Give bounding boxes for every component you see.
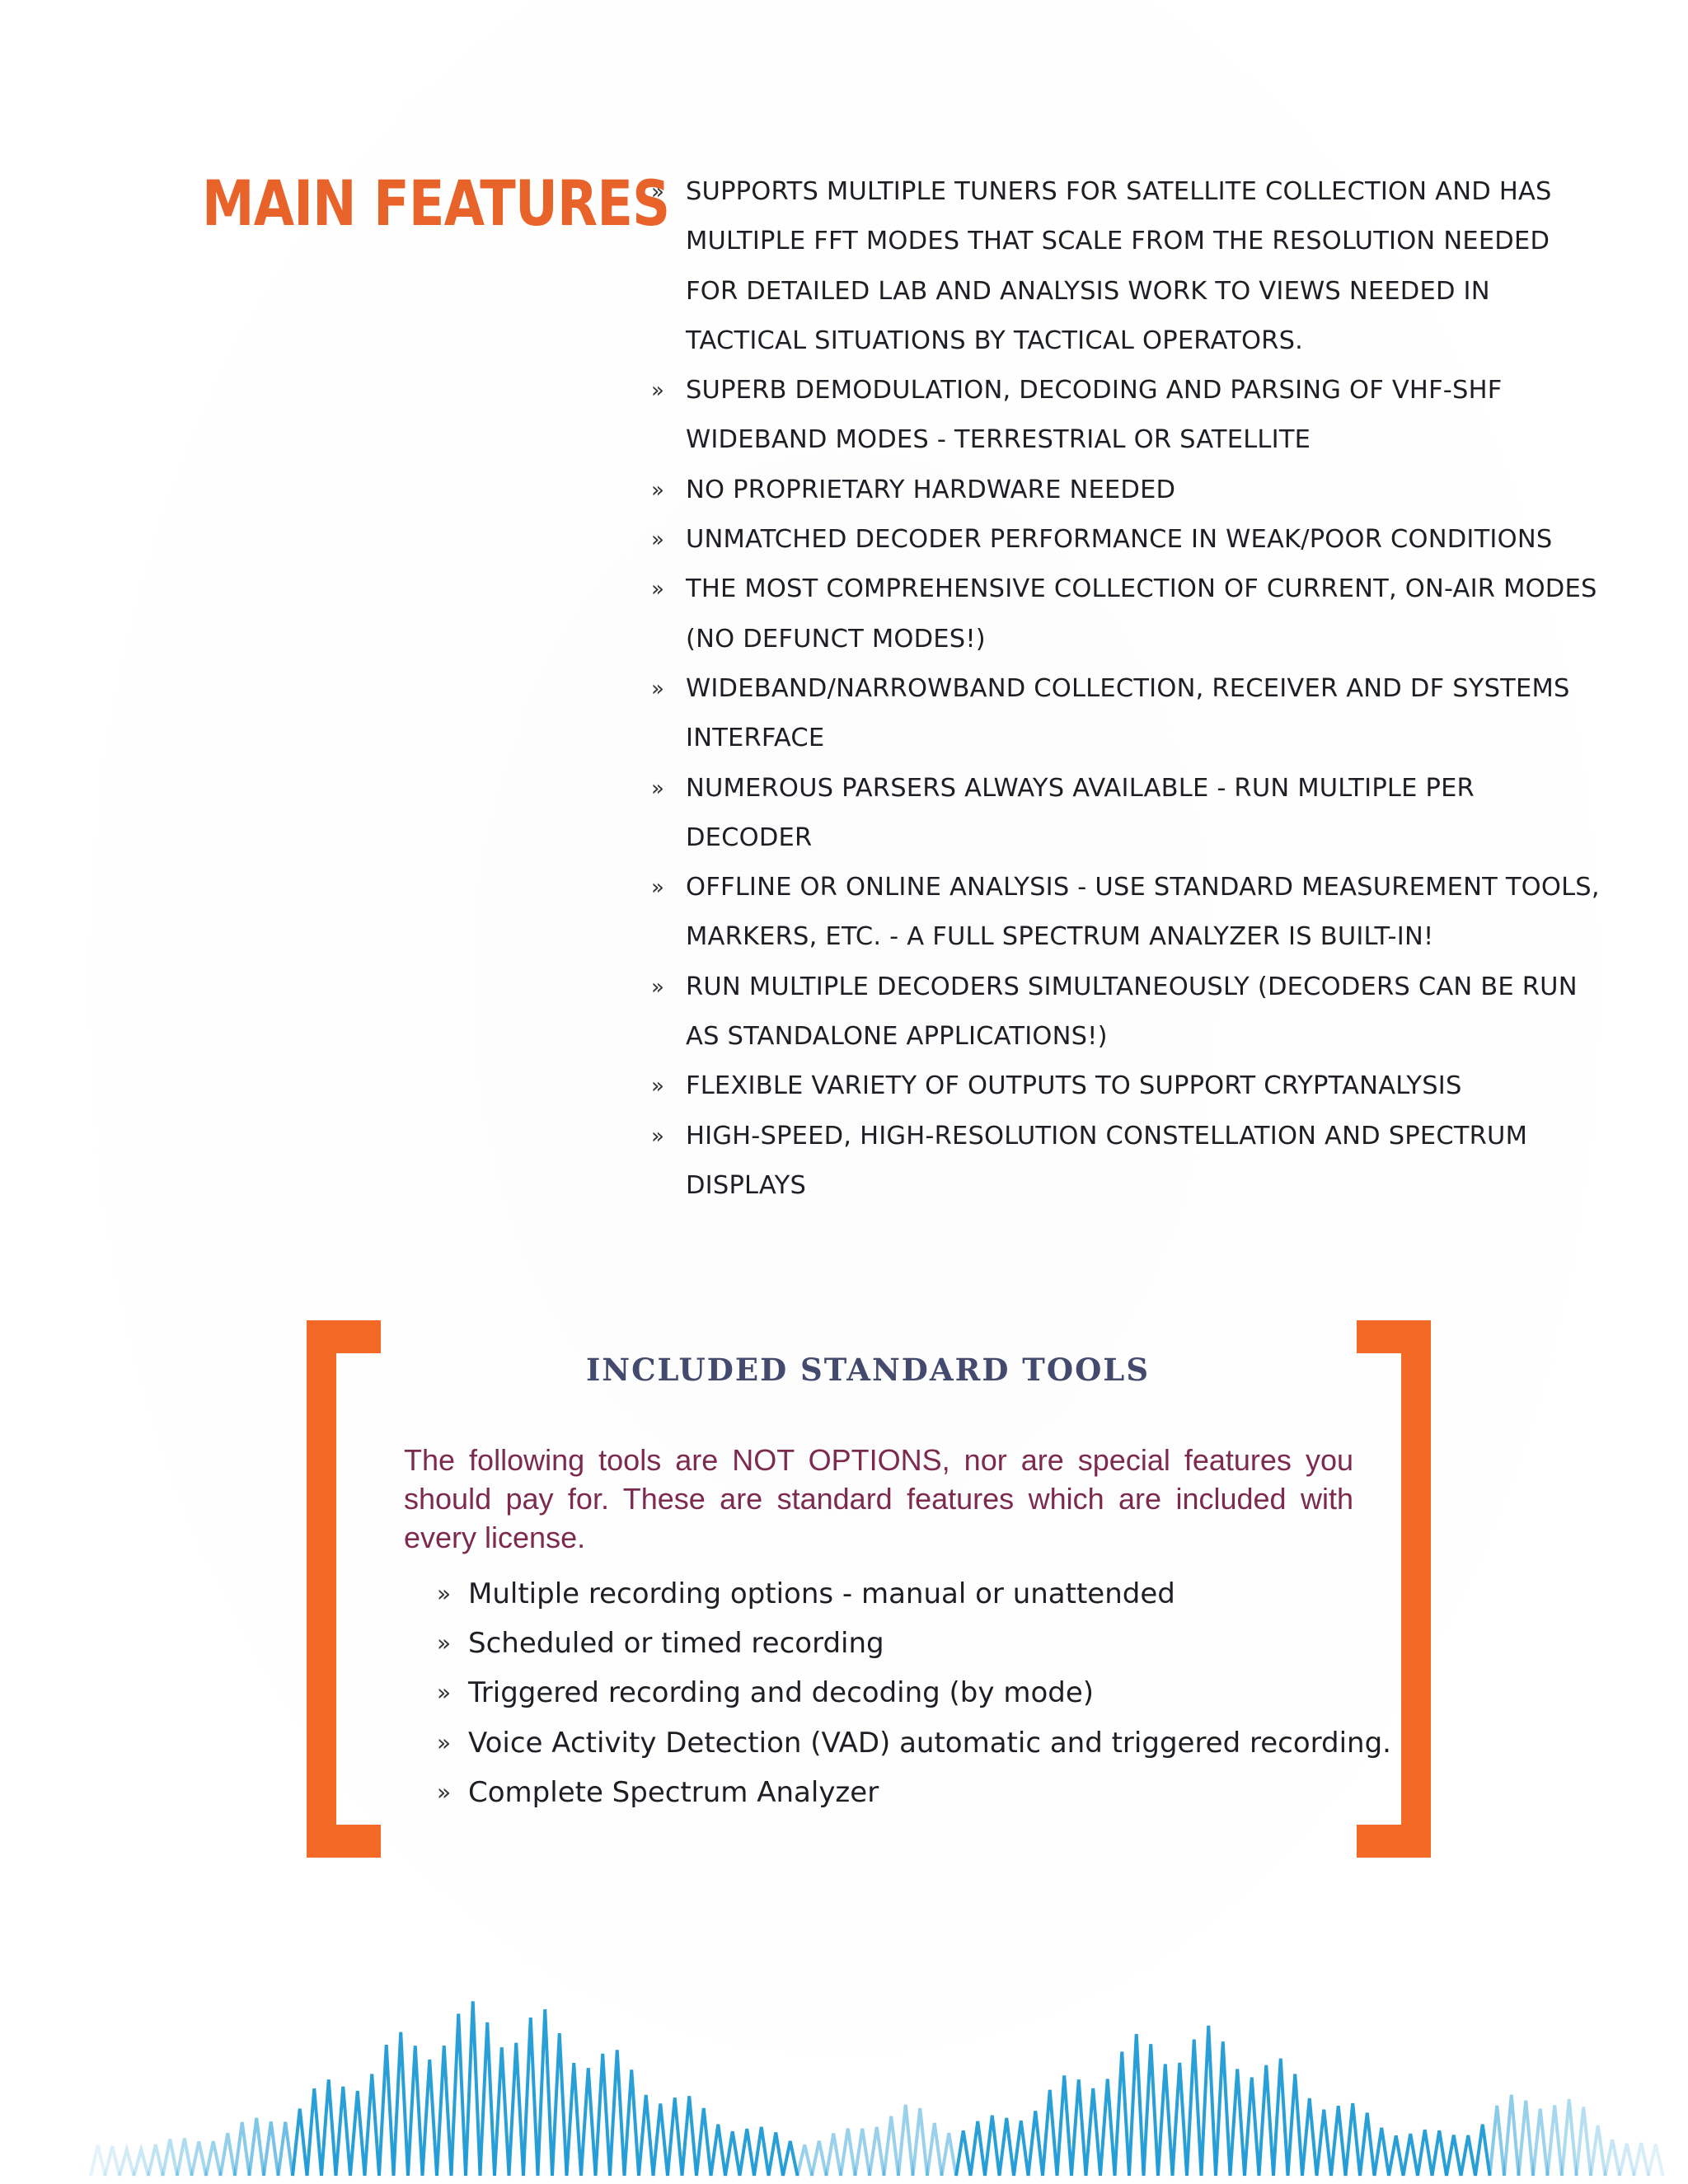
waveform-spike (509, 2043, 524, 2176)
waveform-spike (1216, 2041, 1231, 2176)
waveform-spike (394, 2032, 409, 2176)
waveform-spike (841, 2129, 856, 2176)
waveform-spike (1648, 2144, 1663, 2176)
feature-item: » HIGH-SPEED, HIGH-RESOLUTION CONSTELLATION AND SPECTRUM DISPLAYS (651, 1112, 1607, 1212)
waveform-spike (884, 2116, 899, 2176)
waveform-spike (495, 2047, 509, 2176)
standard-tools-list (437, 1569, 1391, 1817)
feature-item: » FLEXIBLE VARIETY OF OUTPUTS TO SUPPORT CRYPTANALYSIS (651, 1062, 1607, 1111)
waveform-spike (423, 2060, 438, 2176)
feature-item: » SUPERB DEMODULATION, DECODING AND PARSING OF VHF-SHF WIDEBAND MODES - TERRESTRIAL OR SATELLITE (651, 366, 1607, 466)
waveform-spike (870, 2127, 884, 2176)
feature-item: » RUN MULTIPLE DECODERS SIMULTANEOUSLY (DECODERS CAN BE RUN AS STANDALONE APPLICATIONS!) (651, 963, 1607, 1062)
waveform-spike (163, 2139, 178, 2176)
waveform-spike (1259, 2065, 1274, 2176)
waveform-spike (1302, 2098, 1317, 2176)
waveform-spike (856, 2129, 870, 2176)
waveform-spike (279, 2122, 293, 2176)
waveform-spike (523, 2018, 538, 2176)
waveform-spike (1245, 2078, 1259, 2176)
waveform-decoration (0, 1879, 1688, 2184)
waveform-spike (581, 2068, 596, 2176)
waveform-spike (336, 2087, 351, 2176)
waveform-spike (1100, 2079, 1115, 2176)
waveform-spike (1173, 2063, 1188, 2176)
waveform-spike (538, 2009, 553, 2176)
waveform-spike (725, 2131, 740, 2176)
waveform-spike (740, 2129, 755, 2176)
waveform-spike (1187, 2040, 1202, 2176)
waveform-spike (1086, 2088, 1101, 2176)
waveform-spike (1317, 2110, 1332, 2176)
waveform-spike (783, 2141, 798, 2176)
waveform-spike (1288, 2074, 1303, 2176)
waveform-spike (898, 2105, 913, 2176)
waveform-spike (1231, 2069, 1245, 2176)
waveform-spike (971, 2121, 986, 2176)
left-bracket-decoration (307, 1320, 381, 1858)
waveform-spike (1519, 2101, 1534, 2176)
waveform-spike (1418, 2130, 1432, 2176)
waveform-spike (1606, 2139, 1620, 2176)
waveform-spike (192, 2141, 207, 2176)
waveform-spike (812, 2141, 827, 2176)
waveform-spike (942, 2133, 957, 2176)
waveform-spike (927, 2123, 942, 2176)
waveform-spike (956, 2130, 971, 2176)
feature-item: » THE MOST COMPREHENSIVE COLLECTION OF CURRENT, ON-AIR MODES (NO DEFUNCT MODES!) (651, 565, 1607, 664)
waveform-spike (1475, 2125, 1490, 2176)
waveform-spike (1000, 2118, 1015, 2176)
waveform-spike (481, 2022, 495, 2176)
waveform-spike (1447, 2135, 1461, 2176)
waveform-spike (1404, 2134, 1418, 2176)
waveform-spike (1562, 2099, 1577, 2176)
waveform-spike (1331, 2106, 1346, 2176)
tool-item: » Scheduled or timed recording (437, 1619, 1368, 1668)
tool-item: » Triggered recording and decoding (by mode) (437, 1668, 1368, 1718)
waveform-spike (654, 2103, 668, 2176)
waveform-spike (466, 2001, 481, 2176)
waveform-spike (985, 2116, 1000, 2176)
waveform-spike (596, 2054, 611, 2176)
waveform-spike (235, 2122, 250, 2176)
waveform-spike (350, 2091, 365, 2176)
waveform-spike (798, 2144, 813, 2176)
standard-tools-intro: The following tools are NOT OPTIONS, nor are special features you should pay for. These are standard features which are included with every license. (404, 1443, 1353, 1554)
waveform-spike (1346, 2103, 1361, 2176)
feature-item: » NO PROPRIETARY HARDWARE NEEDED (651, 466, 1607, 515)
waveform-spike (91, 2145, 106, 2176)
waveform-spike (711, 2125, 726, 2176)
waveform-spike (1057, 2075, 1072, 2176)
waveform-spike (1115, 2051, 1130, 2176)
feature-item: » WIDEBAND/NARROWBAND COLLECTION, RECEIVER AND DF SYSTEMS INTERFACE (651, 664, 1607, 764)
waveform-spike (1202, 2026, 1217, 2176)
waveform-spike (610, 2050, 625, 2176)
waveform-spike (1129, 2034, 1144, 2176)
waveform-spike (625, 2069, 640, 2176)
waveform-spike (1490, 2106, 1505, 2176)
feature-item: » SUPPORTS MULTIPLE TUNERS FOR SATELLITE COLLECTION AND HAS MULTIPLE FFT MODES THAT SCALE FROM THE RESOLUTION NEEDED FOR DETAILED LAB AND ANALYSIS WORK TO VIEWS NEEDED IN TACTICAL SITUATIONS BY TACTICAL OPERATORS. (651, 167, 1607, 366)
waveform-spike (177, 2139, 192, 2176)
waveform-spike (221, 2133, 236, 2176)
waveform-spike (452, 2013, 467, 2176)
waveform-spike (307, 2088, 322, 2176)
waveform-spike (365, 2074, 380, 2176)
waveform-spike (1360, 2113, 1375, 2176)
waveform-spike (567, 2063, 582, 2176)
waveform-spike (913, 2108, 928, 2176)
waveform-spike (1432, 2130, 1447, 2176)
waveform-spike (754, 2127, 769, 2176)
waveform-spike (250, 2118, 265, 2176)
waveform-spike (106, 2146, 120, 2176)
waveform-spike (1029, 2111, 1043, 2176)
waveform-spike (769, 2132, 784, 2176)
waveform-spike (1014, 2121, 1029, 2176)
feature-item: » OFFLINE OR ONLINE ANALYSIS - USE STANDARD MEASUREMENT TOOLS, MARKERS, ETC. - A FULL SPECTRUM ANALYZER IS BUILT-IN! (651, 863, 1607, 963)
main-features-list (651, 167, 1607, 1211)
waveform-spike (1273, 2059, 1288, 2176)
main-features-title: MAIN FEATURES (202, 166, 670, 240)
tool-item: » Multiple recording options - manual or unattended (437, 1569, 1368, 1619)
waveform-spike (682, 2096, 697, 2176)
waveform-spike (1389, 2135, 1404, 2176)
waveform-spike (293, 2109, 307, 2176)
waveform-spike (120, 2149, 134, 2176)
waveform-spike (1461, 2135, 1476, 2176)
waveform-spike (321, 2079, 336, 2176)
waveform-spike (148, 2144, 163, 2176)
waveform-spike (1504, 2095, 1519, 2176)
tool-item: » Voice Activity Detection (VAD) automatic and triggered recording. (437, 1718, 1368, 1768)
waveform-spike (639, 2095, 654, 2176)
waveform-spike (437, 2046, 452, 2176)
waveform-spike (1634, 2143, 1649, 2176)
waveform-spike (552, 2033, 567, 2176)
waveform-spike (1591, 2125, 1606, 2176)
waveform-spike (379, 2045, 394, 2176)
tool-item: » Complete Spectrum Analyzer (437, 1768, 1368, 1817)
waveform-spike (408, 2046, 423, 2176)
feature-item: » UNMATCHED DECODER PERFORMANCE IN WEAK/POOR CONDITIONS (651, 515, 1607, 565)
waveform-spike (1375, 2128, 1390, 2176)
feature-item: » NUMEROUS PARSERS ALWAYS AVAILABLE - RUN MULTIPLE PER DECODER (651, 764, 1607, 864)
waveform-spike (827, 2134, 842, 2176)
standard-tools-title: INCLUDED STANDARD TOOLS (585, 1352, 1151, 1388)
waveform-spike (1577, 2107, 1592, 2176)
waveform-spike (1548, 2105, 1563, 2176)
waveform-spike (1158, 2064, 1173, 2176)
waveform-spike (264, 2121, 279, 2176)
waveform-spike (134, 2149, 149, 2176)
waveform-spike (696, 2108, 711, 2176)
waveform-spike (668, 2097, 682, 2176)
waveform-spike (1620, 2144, 1634, 2176)
waveform-spike (206, 2141, 221, 2176)
waveform-spike (1533, 2109, 1548, 2176)
waveform-spike (1071, 2079, 1086, 2176)
waveform-spike (1144, 2044, 1159, 2176)
waveform-spike (1043, 2090, 1057, 2176)
